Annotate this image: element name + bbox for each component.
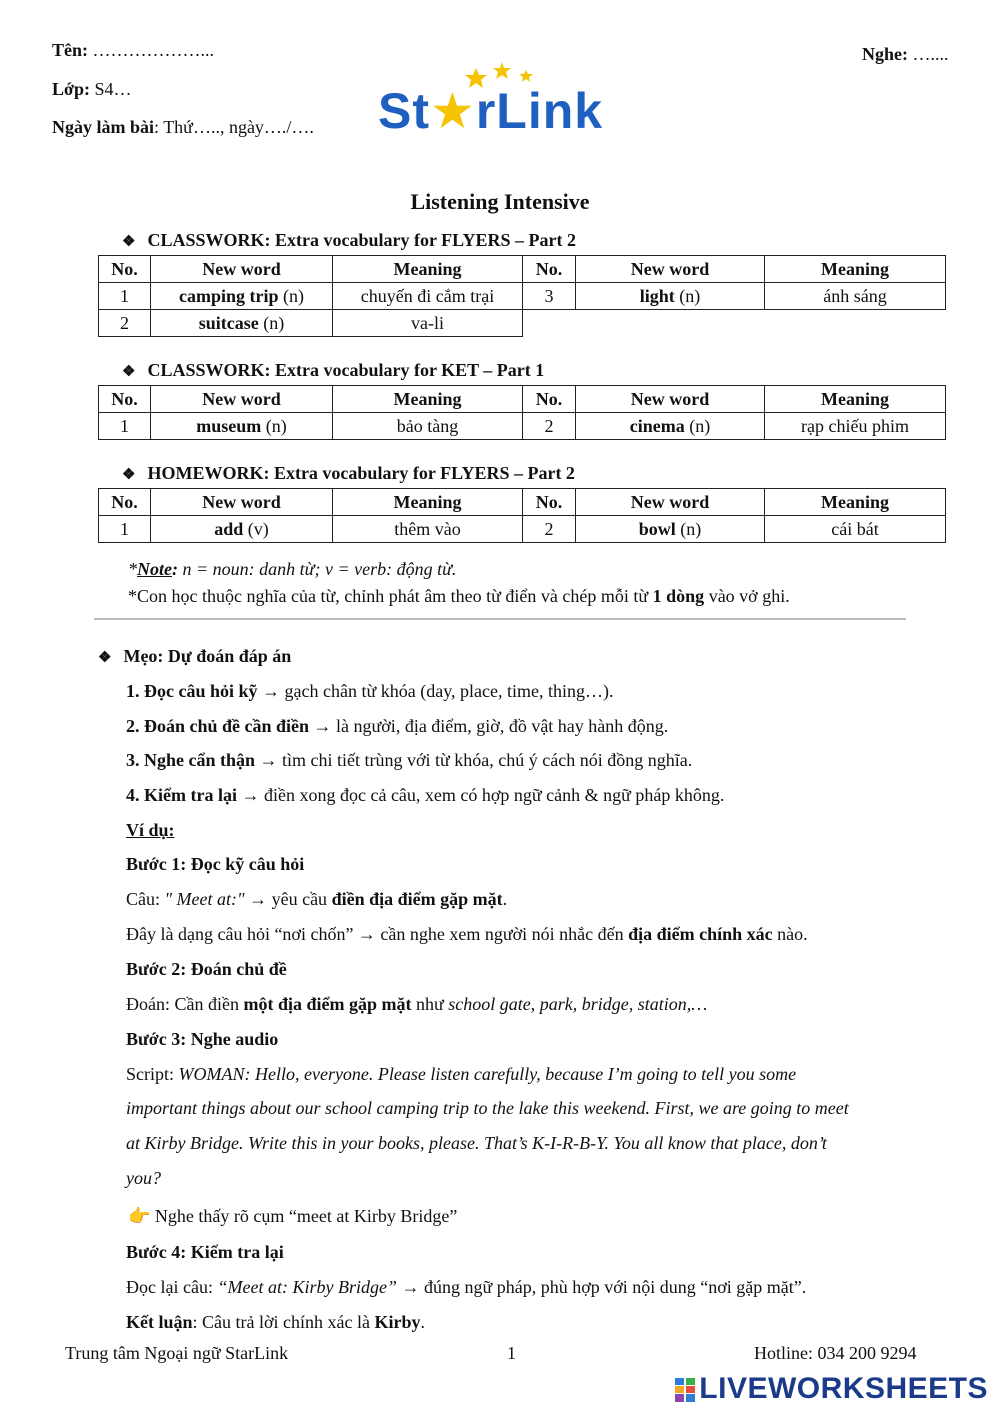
logo-star-icon: ★ xyxy=(430,83,476,139)
diamond-bullet-icon: ❖ xyxy=(98,650,112,666)
section-heading-classwork-ket: ❖ CLASSWORK: Extra vocabulary for KET – Part 1 xyxy=(122,360,545,380)
footer-hotline: Hotline: 034 200 9294 xyxy=(754,1343,917,1363)
step1-explanation: Đây là dạng câu hỏi “nơi chốn” → cần nghe xem người nói nhắc đến địa điểm chính xác nào. xyxy=(126,924,808,944)
liveworksheets-logo-icon xyxy=(675,1378,695,1402)
table-header-row: No. New word Meaning No. New word Meaning xyxy=(99,489,946,516)
vocab-table-classwork-ket xyxy=(98,385,946,440)
step4-check: Đọc lại câu: “Meet at: Kirby Bridge” → đúng ngữ pháp, phù hợp với nội dung “nơi gặp mặt”. xyxy=(126,1277,807,1297)
tip-step-2: 2. Đoán chủ đề cần điền → là người, địa điểm, giờ, đồ vật hay hành động. xyxy=(126,716,669,736)
listening-hint: 👉 Nghe thấy rõ cụm “meet at Kirby Bridge” xyxy=(128,1206,458,1226)
class-field: Lớp: S4… xyxy=(52,79,132,99)
tip-step-4: 4. Kiểm tra lại → điền xong đọc cả câu, xem có hợp ngữ cảnh & ngữ pháp không. xyxy=(126,785,725,805)
step1-heading: Bước 1: Đọc kỹ câu hỏi xyxy=(126,854,305,874)
section-heading-homework-flyers: ❖ HOMEWORK: Extra vocabulary for FLYERS – Part 2 xyxy=(122,463,575,483)
page-title: Listening Intensive xyxy=(410,189,590,214)
example-label: Ví dụ: xyxy=(126,820,175,840)
step2-heading: Bước 2: Đoán chủ đề xyxy=(126,959,287,979)
tip-step-3: 3. Nghe cẩn thận → tìm chi tiết trùng với từ khóa, chú ý cách nói đồng nghĩa. xyxy=(126,750,693,770)
listen-score-field: Nghe: ….... xyxy=(862,44,949,64)
logo-text-start: St xyxy=(378,83,430,139)
script-line-1: Script: WOMAN: Hello, everyone. Please listen carefully, because I’m going to tell you some xyxy=(126,1064,797,1084)
date-field: Ngày làm bài: Thứ….., ngày…./…. xyxy=(52,117,314,137)
tips-heading: ❖ Mẹo: Dự đoán đáp án xyxy=(98,646,292,666)
footer-center-name: Trung tâm Ngoại ngữ StarLink xyxy=(65,1343,289,1363)
diamond-bullet-icon: ❖ xyxy=(122,467,136,483)
tip-step-1: 1. Đọc câu hỏi kỹ → gạch chân từ khóa (day, place, time, thing…). xyxy=(126,681,614,701)
note-instructions: *Con học thuộc nghĩa của từ, chỉnh phát âm theo từ điển và chép mỗi từ 1 dòng vào vở ghi. xyxy=(128,586,790,606)
vocab-table-homework-flyers xyxy=(98,488,946,543)
table-row: 1 add (v) thêm vào 2 bowl (n) cái bát xyxy=(99,516,946,543)
script-line-3: at Kirby Bridge. Write this in your books, please. That’s K-I-R-B-Y. You all know that place, don’t xyxy=(126,1133,827,1153)
table-row: 1 camping trip (n) chuyến đi cắm trại 3 light (n) ánh sáng xyxy=(99,283,946,310)
step1-question: Câu: " Meet at:" → yêu cầu điền địa điểm gặp mặt. xyxy=(126,889,508,909)
diamond-bullet-icon: ❖ xyxy=(122,364,136,380)
section-heading-classwork-flyers: ❖ CLASSWORK: Extra vocabulary for FLYERS – Part 2 xyxy=(122,230,576,250)
logo-text-end: rLink xyxy=(475,83,604,139)
step3-heading: Bước 3: Nghe audio xyxy=(126,1029,279,1049)
name-field: Tên: ………………... xyxy=(52,40,214,60)
starlink-logo xyxy=(378,60,628,140)
note-abbreviations: *Note: n = noun: danh từ; v = verb: động từ. xyxy=(128,559,457,579)
step2-guess: Đoán: Cần điền một địa điểm gặp mặt như school gate, park, bridge, station,… xyxy=(126,994,708,1014)
script-line-2: important things about our school camping trip to the lake this weekend. First, we are going to meet xyxy=(126,1098,849,1118)
script-line-4: you? xyxy=(126,1168,161,1188)
table-row: 2 suitcase (n) va-li xyxy=(99,310,946,337)
step4-heading: Bước 4: Kiểm tra lại xyxy=(126,1242,284,1262)
liveworksheets-watermark: LIVEWORKSHEETS xyxy=(675,1372,988,1406)
table-header-row: No. New word Meaning No. New word Meaning xyxy=(99,386,946,413)
table-header-row: No. New word Meaning No. New word Meaning xyxy=(99,256,946,283)
table-row: 1 museum (n) bảo tàng 2 cinema (n) rạp chiếu phim xyxy=(99,413,946,440)
diamond-bullet-icon: ❖ xyxy=(122,234,136,250)
section-divider xyxy=(94,618,906,620)
conclusion: Kết luận: Câu trả lời chính xác là Kirby. xyxy=(126,1312,425,1332)
page-number: 1 xyxy=(507,1343,516,1363)
vocab-table-classwork-flyers xyxy=(98,255,946,337)
pointing-hand-icon: 👉 xyxy=(128,1206,151,1226)
